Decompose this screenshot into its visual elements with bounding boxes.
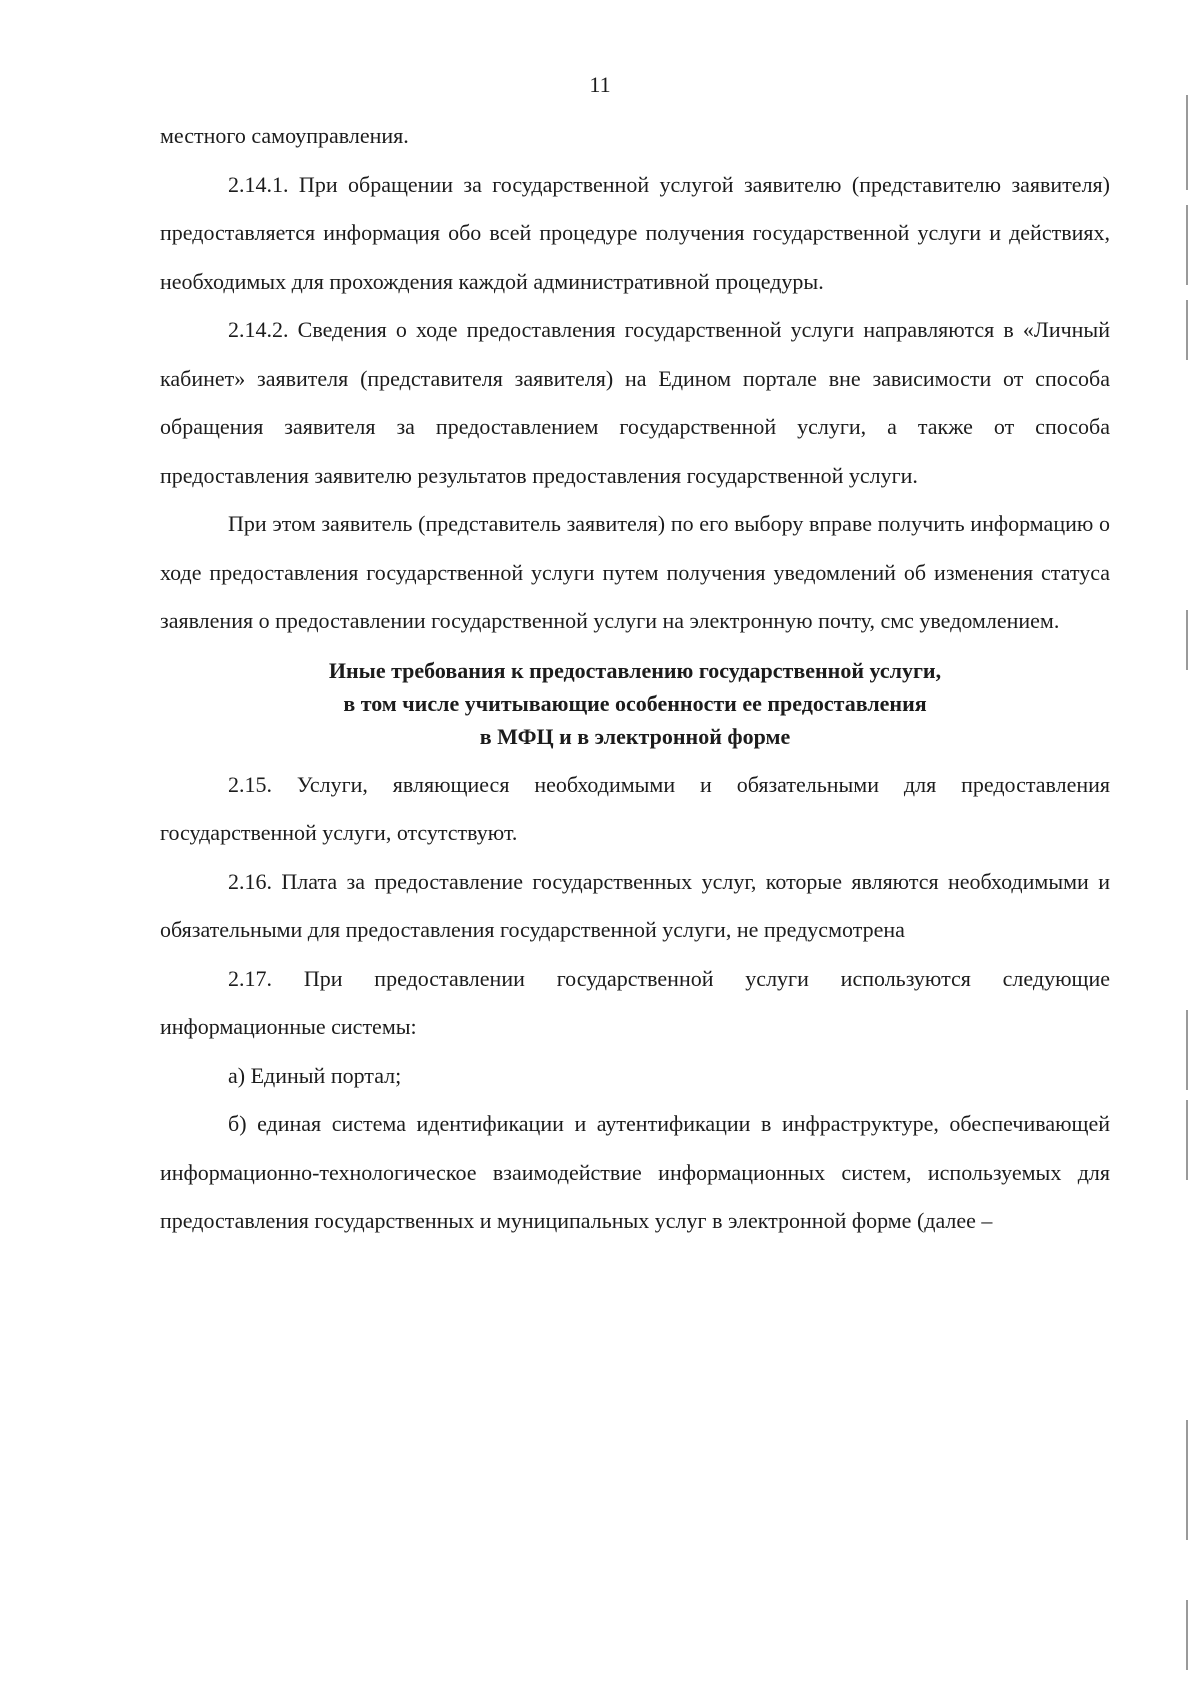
section-heading-line-2: в том числе учитывающие особенности ее предоставления [343, 690, 927, 716]
paragraph-2-14-1: 2.14.1. При обращении за государственной услугой заявителю (представителю заявителя) предоставляется информация обо всей процедуре получения государственной услуги и действиях, необходимых для прохождения каждой административной процедуры. [160, 171, 1110, 294]
page-number: 11 [589, 72, 611, 97]
paragraph-notification: При этом заявитель (представитель заявителя) по его выбору вправе получить информацию о ходе предоставления государственной услуги путем получения уведомлений об изменения статуса заявления о предоставлении государственной услуги на электронную почту, смс уведомлением. [160, 511, 1110, 633]
paragraph-2-16: 2.16. Плата за предоставление государственных услуг, которые являются необходимыми и обязательными для предоставления государственной услуги, не предусмотрена [160, 868, 1110, 942]
scan-artifact [1186, 1600, 1188, 1670]
paragraph-2-14-2: 2.14.2. Сведения о ходе предоставления государственной услуги направляются в «Личный кабинет» заявителя (представителя заявителя) на Едином портале вне зависимости от способа обращения заявителя за предоставлением государственной услуги, а также от способа предоставления заявителю результатов предоставления государственной услуги. [160, 317, 1110, 488]
scan-artifact [1186, 1010, 1188, 1090]
paragraph-2-17: 2.17. При предоставлении государственной услуги используются следующие информационные системы: [160, 965, 1110, 1039]
section-heading-line-3: в МФЦ и в электронной форме [479, 723, 791, 749]
list-item-a: а) Единый портал; [228, 1062, 402, 1088]
scan-artifact [1186, 1420, 1188, 1540]
list-item-b: б) единая система идентификации и аутентификации в инфраструктуре, обеспечивающей информационно-технологическое взаимодействие информационных систем, используемых для предоставления государственных и муниципальных услуг в электронной форме (далее – [160, 1111, 1110, 1233]
paragraph-continuation: местного самоуправления. [160, 123, 409, 148]
section-heading-line-1: Иные требования к предоставлению государственной услуги, [328, 657, 942, 683]
scan-artifact [1186, 300, 1188, 360]
scan-artifact [1186, 610, 1188, 670]
scan-artifact [1186, 95, 1188, 190]
paragraph-2-15: 2.15. Услуги, являющиеся необходимыми и обязательными для предоставления государственной услуги, отсутствуют. [160, 771, 1110, 845]
scan-artifact [1186, 1100, 1188, 1180]
document-body [160, 112, 1110, 1246]
scan-artifact [1186, 205, 1188, 285]
section-heading [160, 654, 1110, 753]
